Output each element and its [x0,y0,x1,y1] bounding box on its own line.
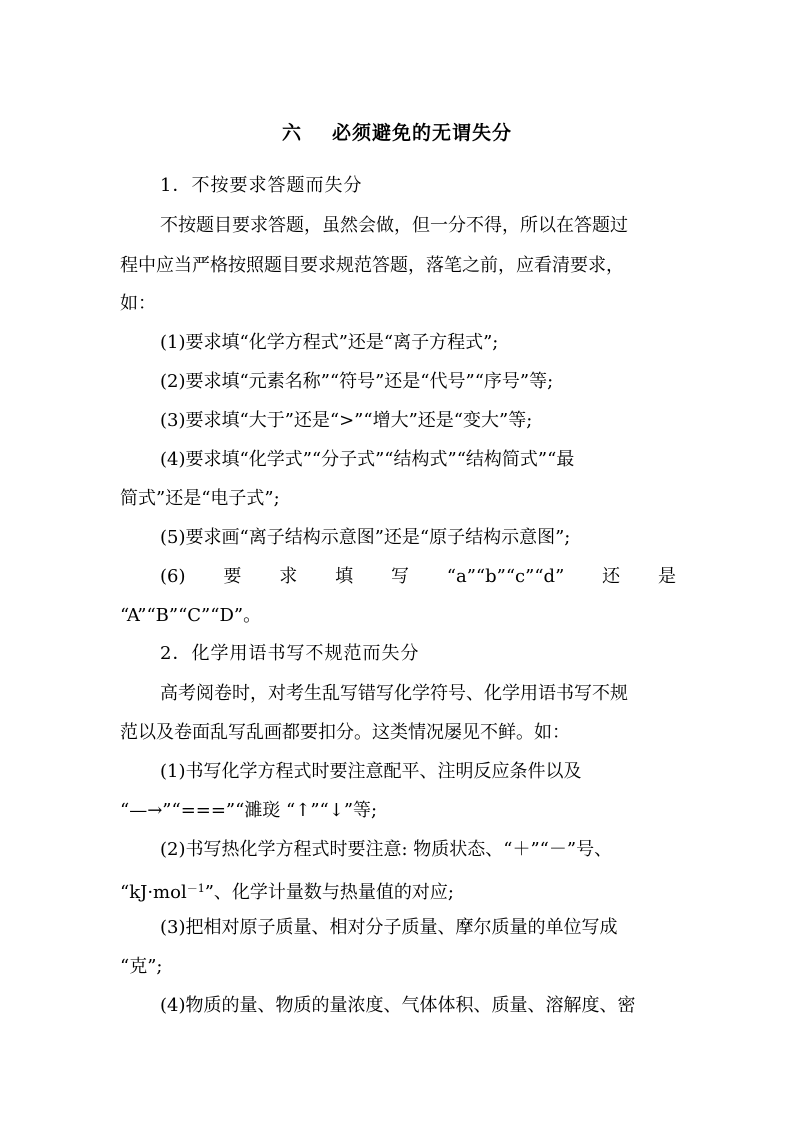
section-2-paragraph-line-2: 范以及卷面乱写乱画都要扣分。这类情况屡见不鲜。如： [120,722,570,743]
title-number: 六 [281,122,302,144]
section-1-item-2: (2)要求填“元素名称”“符号”还是“代号”“序号”等; [160,371,554,392]
section-2-paragraph-line-1: 高考阅卷时，对考生乱写错写化学符号、化学用语书写不规 [160,683,628,704]
section-2-item-1-line-2: “—→”“===”“濉珳 “↑”“↓”等; [120,800,378,821]
section-2-item-3-line-2: “克”; [120,956,163,977]
section-2-item-1-line-1: (1)书写化学方程式时要注意配平、注明反应条件以及 [160,761,582,782]
section-2-item-4-line-1: (4)物质的量、物质的量浓度、气体体积、质量、溶解度、密 [160,995,636,1016]
section-1-item-1: (1)要求填“化学方程式”还是“离子方程式”; [160,332,499,353]
section-1-item-3: (3)要求填“大于”还是“>”“增大”还是“变大”等; [160,410,533,431]
section-2-heading: 2．化学用语书写不规范而失分 [160,643,420,664]
item-6-part: 填 [335,566,354,587]
section-1-paragraph-line-3: 如： [120,293,156,314]
item-6-part: 要 [223,566,242,587]
section-1-item-6-line-2: “A”“B”“C”“D”。 [120,605,262,626]
section-1-heading: 1．不按要求答题而失分 [160,175,363,196]
section-1-item-6-line-1 [160,565,676,589]
section-1-item-4-line-2: 简式”还是“电子式”; [120,488,280,509]
item-6-part: 写 [390,566,409,587]
section-2-item-2-line-2 [120,877,676,905]
section-2-item-3-line-1: (3)把相对原子质量、相对分子质量、摩尔质量的单位写成 [160,917,618,938]
section-2-item-2-line-1: (2)书写热化学方程式时要注意: 物质状态、“＋”“－”号、 [160,839,613,860]
item-6-part: “a”“b”“c”“d” [446,566,565,587]
section-1-item-4-line-1: (4)要求填“化学式”“分子式”“结构式”“结构简式”“最 [160,449,575,470]
section-1-paragraph-line-1: 不按题目要求答题，虽然会做，但一分不得，所以在答题过 [160,215,628,236]
item-6-part: (6) [160,566,186,587]
item-6-part: 是 [658,566,676,587]
unit-superscript: －1 [186,882,205,895]
section-1-item-5: (5)要求画“离子结构示意图”还是“原子结构示意图”; [160,527,571,548]
item-6-part: 求 [279,566,298,587]
item-6-part: 还 [602,566,621,587]
title-text: 必须避免的无谓失分 [332,122,513,144]
page-title [0,118,794,145]
unit-text: “kJ·mol [120,882,187,903]
section-1-paragraph-line-2: 程中应当严格按照题目要求规范答题，落笔之前，应看清要求， [120,255,624,276]
item-2-line-2-rest: ”、化学计量数与热量值的对应; [204,882,454,903]
